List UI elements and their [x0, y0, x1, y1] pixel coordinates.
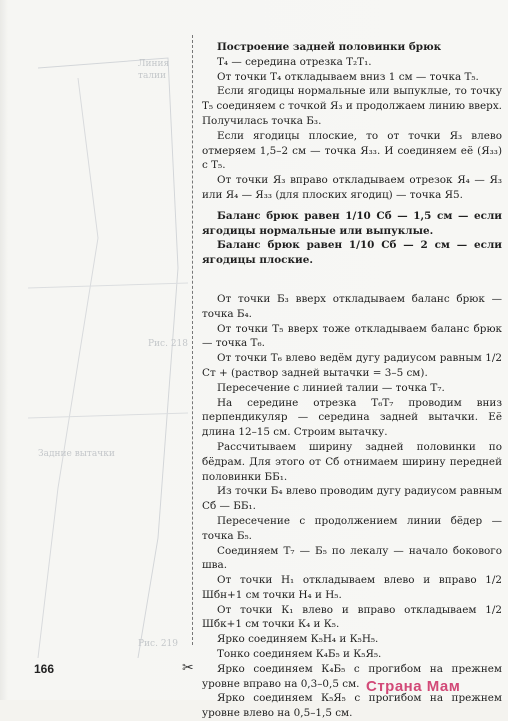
paragraph: Ярко соединяем К₅Я₅ с прогибом на прежнем уровне влево на 0,5–1,5 см.: [202, 692, 502, 720]
bleed-through-drawing: [18, 18, 188, 658]
paragraph: От точки К₁ влево и вправо откладываем 1/2 Шбк+1 см точки К₄ и К₅.: [202, 603, 502, 631]
page-number: 166: [34, 662, 55, 676]
paragraph: Если ягодицы плоские, то от точки Я₃ влево отмеряем 1,5–2 см — точка Я₃₃. И соединяем её (Я₃₃) с Т₅.: [202, 129, 502, 172]
ghost-label-b: Рис. 218: [148, 339, 188, 349]
paragraph: Т₄ — середина отрезка Т₂Т₁.: [217, 55, 372, 68]
balance-rule-flat: Баланс брюк равен 1/10 Сб — 2 см — если ягодицы плоские.: [202, 239, 502, 267]
paragraph: Ярко соединяем К₄Б₅ с прогибом на прежнем уровне вправо на 0,3–0,5 см.: [202, 662, 502, 690]
scissors-icon: ✂: [182, 660, 194, 676]
paragraph: От точки Н₁ откладываем влево и вправо 1/2 Шбн+1 см точки Н₄ и Н₅.: [202, 574, 502, 601]
balance-rule-normal: Баланс брюк равен 1/10 Сб — 1,5 см — если ягодицы нормальные или выпуклые.: [202, 209, 502, 237]
site-watermark: Страна Мам: [366, 678, 461, 695]
paragraph: Из точки Б₄ влево проводим дугу радиусом равным Сб — ББ₁.: [202, 485, 502, 513]
instructions-text: [202, 40, 502, 721]
ghost-label-c: Задние вытачки: [38, 449, 115, 459]
paragraph: От точки Т₆ влево ведём дугу радиусом равным 1/2 Ст + (раствор задней вытачки = 3–5 см).: [202, 352, 502, 379]
section-heading: Построение задней половинки брюк: [217, 41, 442, 53]
paragraph: Рассчитываем ширину задней половинки по бёдрам. Для этого от Сб отнимаем ширину передней половинки ББ₁.: [202, 440, 502, 483]
paragraph: Пересечение с продолжением линии бёдер — точка Б₅.: [202, 514, 502, 542]
paragraph: На середине отрезка Т₆Т₇ проводим вниз перпендикуляр — середина задней вытачки. Её длина 12–15 см. Строим вытачку.: [202, 396, 502, 439]
paragraph: Если ягодицы нормальные или выпуклые, то точку Т₅ соединяем с точкой Я₃ и продолжаем линию вверх. Получилась точка Б₃.: [202, 85, 502, 127]
paragraph: От точки Т₅ вверх тоже откладываем баланс брюк — точка Т₆.: [202, 322, 502, 350]
paragraph: Тонко соединяем К₄Б₅ и К₅Я₅.: [217, 648, 382, 661]
paragraph: Ярко соединяем К₅Н₄ и К₅Н₅.: [217, 633, 379, 646]
ghost-label-d: Рис. 219: [138, 639, 178, 649]
ghost-label-a: Линия талии: [138, 59, 170, 81]
paragraph: От точки Б₃ вверх откладываем баланс брюк — точка Б₄.: [202, 292, 502, 320]
paragraph: От точки Т₄ откладываем вниз 1 см — точка Т₅.: [217, 70, 479, 83]
paragraph: Соединяем Т₇ — Б₅ по лекалу — начало бокового шва.: [202, 544, 502, 572]
cut-line: [192, 35, 193, 645]
paragraph: Пересечение с линией талии — точка Т₇.: [217, 381, 445, 394]
paragraph: От точки Я₃ вправо откладываем отрезок Я₄ — Я₃ или Я₄ — Я₃₃ (для плоских ягодиц) — точка Я5.: [202, 174, 502, 201]
